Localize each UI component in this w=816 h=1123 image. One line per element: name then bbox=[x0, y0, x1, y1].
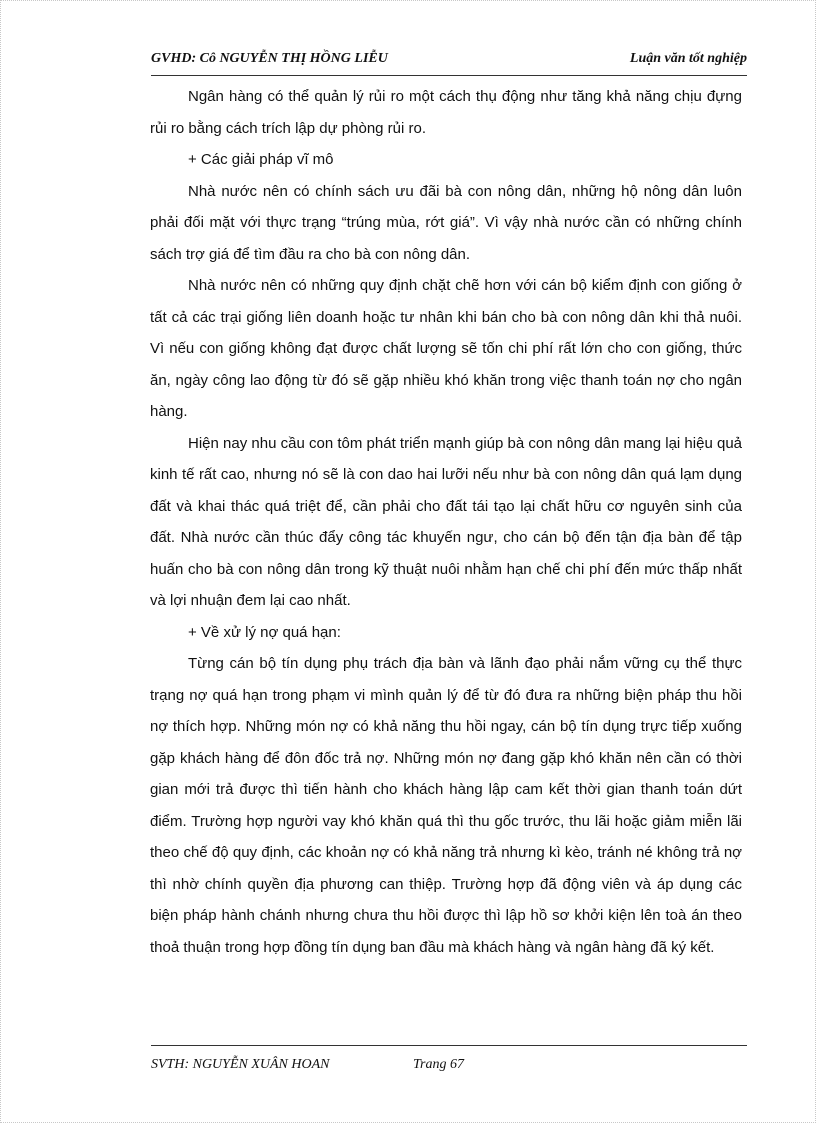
paragraph-passive-risk: Ngân hàng có thể quản lý rủi ro một cách thụ động như tăng khả năng chịu đựng rủi ro bằng cách trích lập dự phòng rủi ro. bbox=[150, 88, 742, 137]
footer-student: SVTH: NGUYỄN XUÂN HOAN bbox=[151, 1057, 330, 1072]
paragraph-macro-heading: + Các giải pháp vĩ mô bbox=[188, 151, 334, 168]
paragraph-overdue-handling: Từng cán bộ tín dụng phụ trách địa bàn và lãnh đạo phải nắm vững cụ thể thực trạng nợ quá hạn trong phạm vi mình quản lý để từ đó đưa ra những biện pháp thu hồi nợ thích hợp. Những món nợ có khả năng thu hồi ngay, cán bộ tín dụng trực tiếp xuống gặp khách hàng để đôn đốc trả nợ. Những món nợ đang gặp khó khăn nên cần có thời gian mới trả được thì tiến hành cho khách hàng lập cam kết thời gian thanh toán dứt điểm. Trường hợp người vay khó khăn quá thì thu gốc trước, thu lãi hoặc giảm miễn lãi theo chế độ quy định, các khoản nợ có khả năng trả nhưng kì kèo, tránh né không trả nợ thì nhờ chính quyền địa phương can thiệp. Trường hợp đã động viên và áp dụng các biện pháp hành chánh nhưng chưa thu hồi được thì lập hồ sơ khởi kiện lên toà án theo thoả thuận trong hợp đồng tín dụng ban đầu mà khách hàng và ngân hàng đã ký kết. bbox=[150, 655, 742, 956]
document-body bbox=[150, 81, 742, 963]
paragraph-shrimp-development: Hiện nay nhu cầu con tôm phát triển mạnh giúp bà con nông dân mang lại hiệu quả kinh tế rất cao, nhưng nó sẽ là con dao hai lưỡi nếu như bà con nông dân quá lạm dụng đất và khai thác quá triệt để, cần phải cho đất tái tạo lại chất hữu cơ nguyên sinh của đất. Nhà nước cần thúc đẩy công tác khuyến ngư, cho cán bộ đến tận địa bàn để tập huấn cho bà con nông dân trong kỹ thuật nuôi nhằm hạn chế chi phí đến mức thấp nhất và lợi nhuận đem lại cao nhất. bbox=[150, 434, 742, 609]
header-advisor: GVHD: Cô NGUYỄN THỊ HỒNG LIỄU bbox=[151, 51, 388, 66]
paragraph-state-policy: Nhà nước nên có chính sách ưu đãi bà con nông dân, những hộ nông dân luôn phải đối mặt với thực trạng “trúng mùa, rớt giá”. Vì vậy nhà nước cần có những chính sách trợ giá để tìm đầu ra cho bà con nông dân. bbox=[150, 182, 742, 263]
paragraph-seed-regulation: Nhà nước nên có những quy định chặt chẽ hơn với cán bộ kiểm định con giống ở tất cả các trại giống liên doanh hoặc tư nhân khi bán cho bà con nông dân khi thả nuôi. Vì nếu con giống không đạt được chất lượng sẽ tốn chi phí rất lớn cho con giống, thức ăn, ngày công lao động từ đó sẽ gặp nhiều khó khăn trong việc thanh toán nợ cho ngân hàng. bbox=[150, 277, 742, 420]
page-number: Trang 67 bbox=[413, 1057, 464, 1072]
header-divider bbox=[151, 75, 747, 76]
header-thesis-title: Luận văn tốt nghiệp bbox=[629, 51, 747, 66]
page-header bbox=[151, 51, 747, 75]
paragraph-overdue-heading: + Về xử lý nợ quá hạn: bbox=[188, 623, 341, 641]
footer-divider bbox=[151, 1045, 747, 1046]
